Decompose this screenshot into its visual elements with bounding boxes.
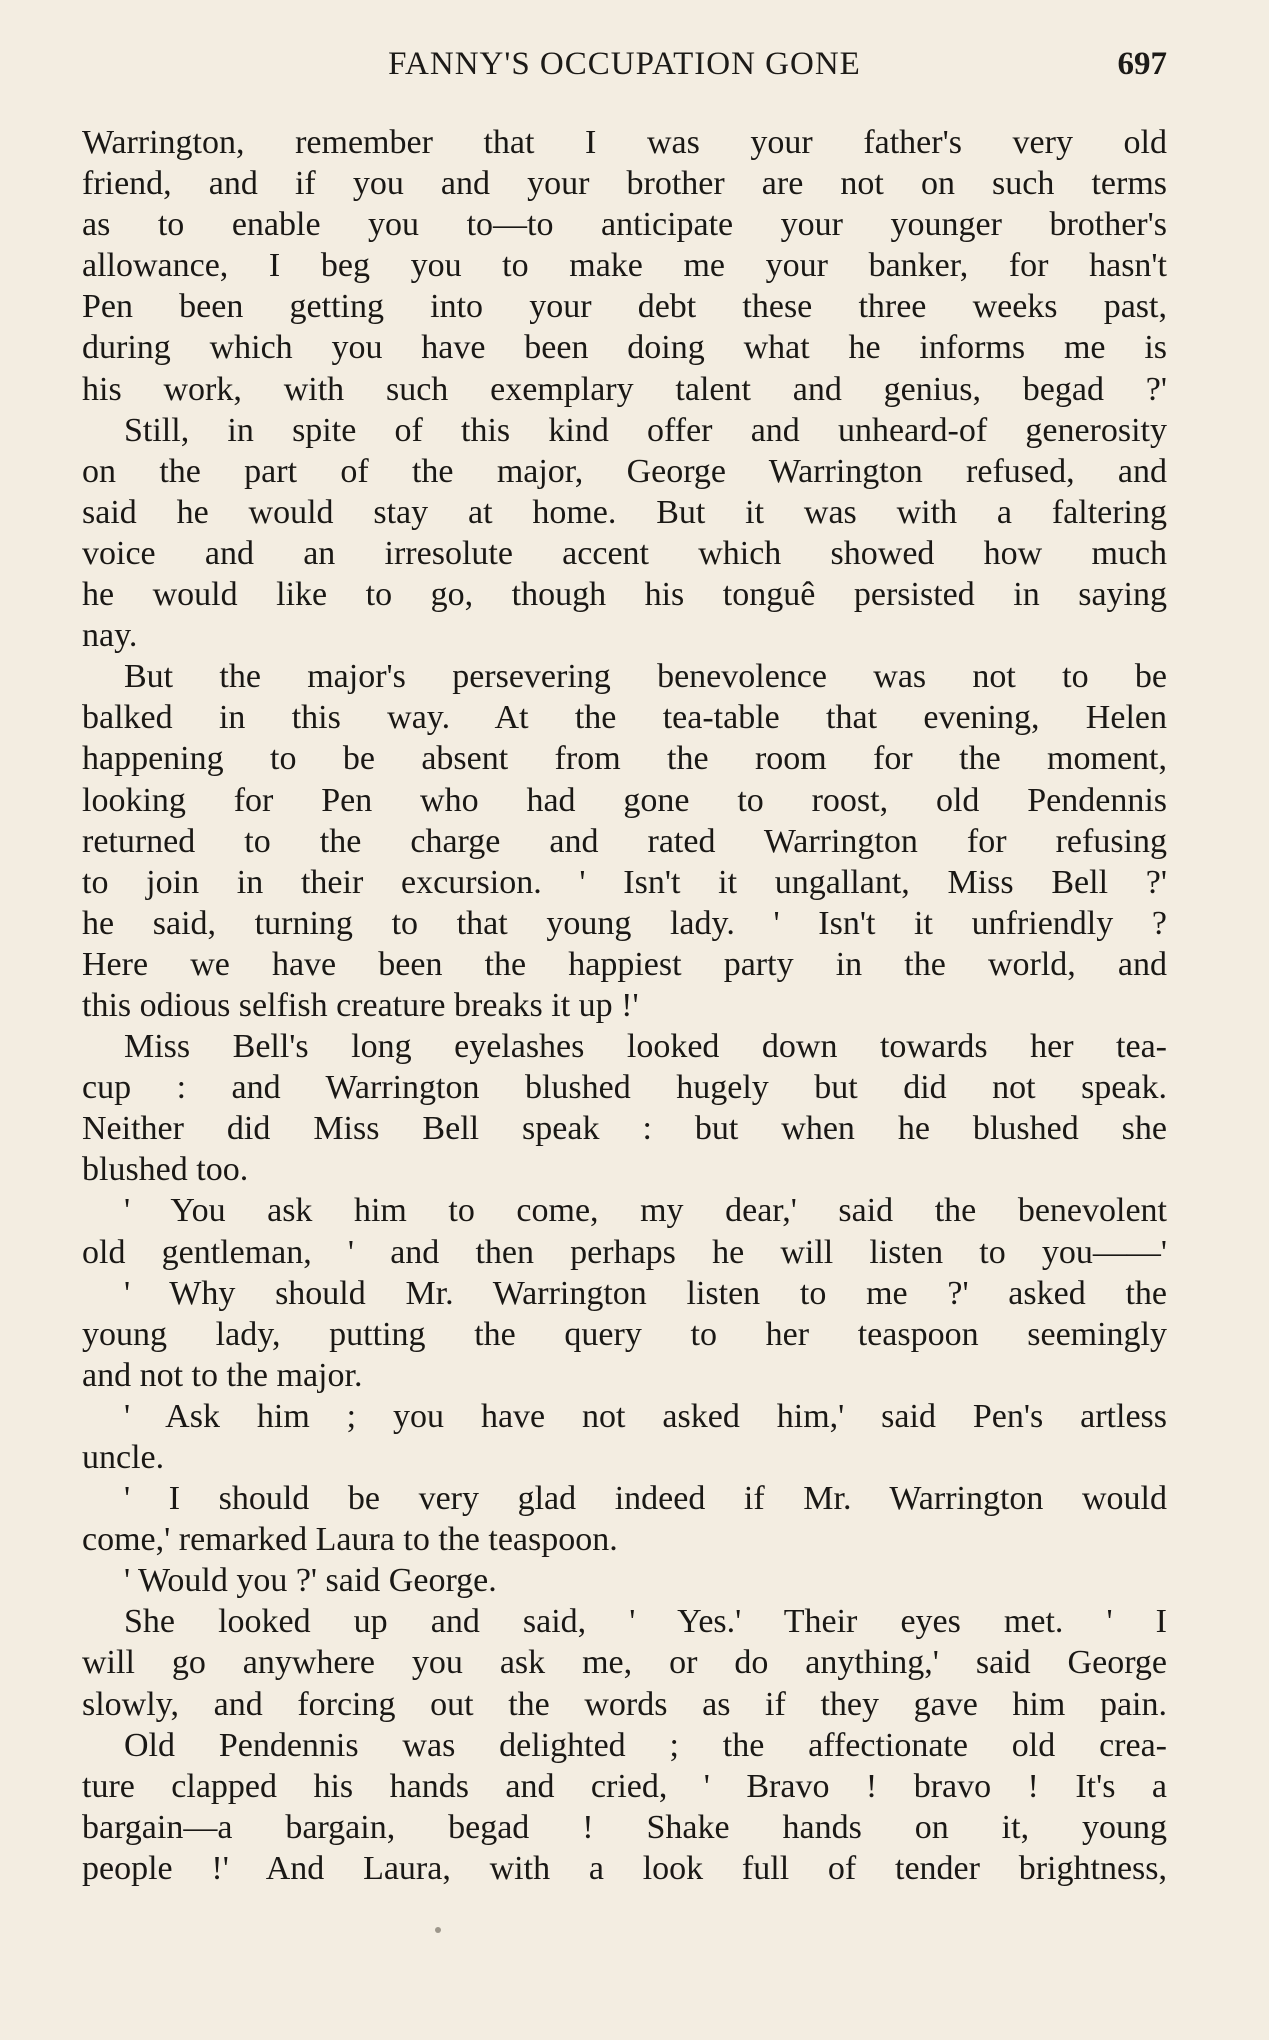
text-line: blushed too.	[82, 1151, 249, 1189]
text-line: Pen been getting into your debt these three weeks past,	[82, 288, 1167, 326]
text-line: young lady, putting the query to her teaspoon seemingly	[82, 1315, 1167, 1353]
text-line: he would like to go, though his tonguê persisted in saying	[82, 576, 1167, 614]
running-head	[82, 46, 1167, 90]
text-line: will go anywhere you ask me, or do anything,' said George	[82, 1644, 1167, 1682]
text-line: ture clapped his hands and cried, ' Bravo ! bravo ! It's a	[82, 1767, 1167, 1805]
text-line: looking for Pen who had gone to roost, old Pendennis	[82, 781, 1167, 819]
text-line: Old Pendennis was delighted ; the affectionate old crea-	[124, 1726, 1167, 1764]
text-line: said he would stay at home. But it was with a faltering	[82, 493, 1167, 531]
text-line: bargain—a bargain, begad ! Shake hands on it, young	[82, 1808, 1167, 1846]
chapter-title: FANNY'S OCCUPATION GONE	[388, 46, 861, 82]
text-line: ' Would you ?' said George.	[124, 1562, 497, 1600]
text-line: during which you have been doing what he informs me is	[82, 329, 1167, 367]
text-line: voice and an irresolute accent which showed how much	[82, 534, 1167, 572]
text-line: nay.	[82, 617, 138, 655]
text-line: But the major's persevering benevolence was not to be	[124, 658, 1167, 696]
text-line: to join in their excursion. ' Isn't it ungallant, Miss Bell ?'	[82, 863, 1167, 901]
text-line: cup : and Warrington blushed hugely but did not speak.	[82, 1069, 1167, 1107]
text-line: ' You ask him to come, my dear,' said the benevolent	[124, 1192, 1167, 1230]
text-line: returned to the charge and rated Warrington for refusing	[82, 822, 1167, 860]
text-line: come,' remarked Laura to the teaspoon.	[82, 1521, 618, 1559]
text-line: ' Why should Mr. Warrington listen to me ?' asked the	[124, 1274, 1167, 1312]
text-line: old gentleman, ' and then perhaps he will listen to you——'	[82, 1233, 1167, 1271]
text-line: people !' And Laura, with a look full of tender brightness,	[82, 1849, 1167, 1887]
text-line: Miss Bell's long eyelashes looked down towards her tea-	[124, 1028, 1167, 1066]
paper-speck	[435, 1927, 441, 1933]
text-line: slowly, and forcing out the words as if they gave him pain.	[82, 1685, 1167, 1723]
text-line: on the part of the major, George Warrington refused, and	[82, 452, 1167, 490]
text-line: Here we have been the happiest party in the world, and	[82, 945, 1167, 983]
body-text	[82, 122, 1167, 1889]
text-line: this odious selfish creature breaks it up !'	[82, 986, 639, 1024]
text-line: happening to be absent from the room for the moment,	[82, 740, 1167, 778]
text-line: his work, with such exemplary talent and genius, begad ?'	[82, 370, 1167, 408]
text-line: and not to the major.	[82, 1356, 363, 1394]
text-line: Neither did Miss Bell speak : but when he blushed she	[82, 1110, 1167, 1148]
text-line: allowance, I beg you to make me your banker, for hasn't	[82, 247, 1167, 285]
text-line: he said, turning to that young lady. ' Isn't it unfriendly ?	[82, 904, 1167, 942]
text-line: Still, in spite of this kind offer and unheard-of generosity	[124, 411, 1167, 449]
text-line: Warrington, remember that I was your father's very old	[82, 124, 1167, 161]
text-line: ' Ask him ; you have not asked him,' said Pen's artless	[124, 1397, 1167, 1435]
text-line: friend, and if you and your brother are not on such terms	[82, 165, 1167, 203]
text-line: balked in this way. At the tea-table that evening, Helen	[82, 699, 1167, 737]
text-line: ' I should be very glad indeed if Mr. Warrington would	[124, 1480, 1167, 1518]
page-number: 697	[1117, 46, 1167, 82]
text-line: uncle.	[82, 1439, 165, 1476]
text-line: She looked up and said, ' Yes.' Their eyes met. ' I	[124, 1603, 1167, 1641]
text-line: as to enable you to—to anticipate your younger brother's	[82, 206, 1167, 244]
